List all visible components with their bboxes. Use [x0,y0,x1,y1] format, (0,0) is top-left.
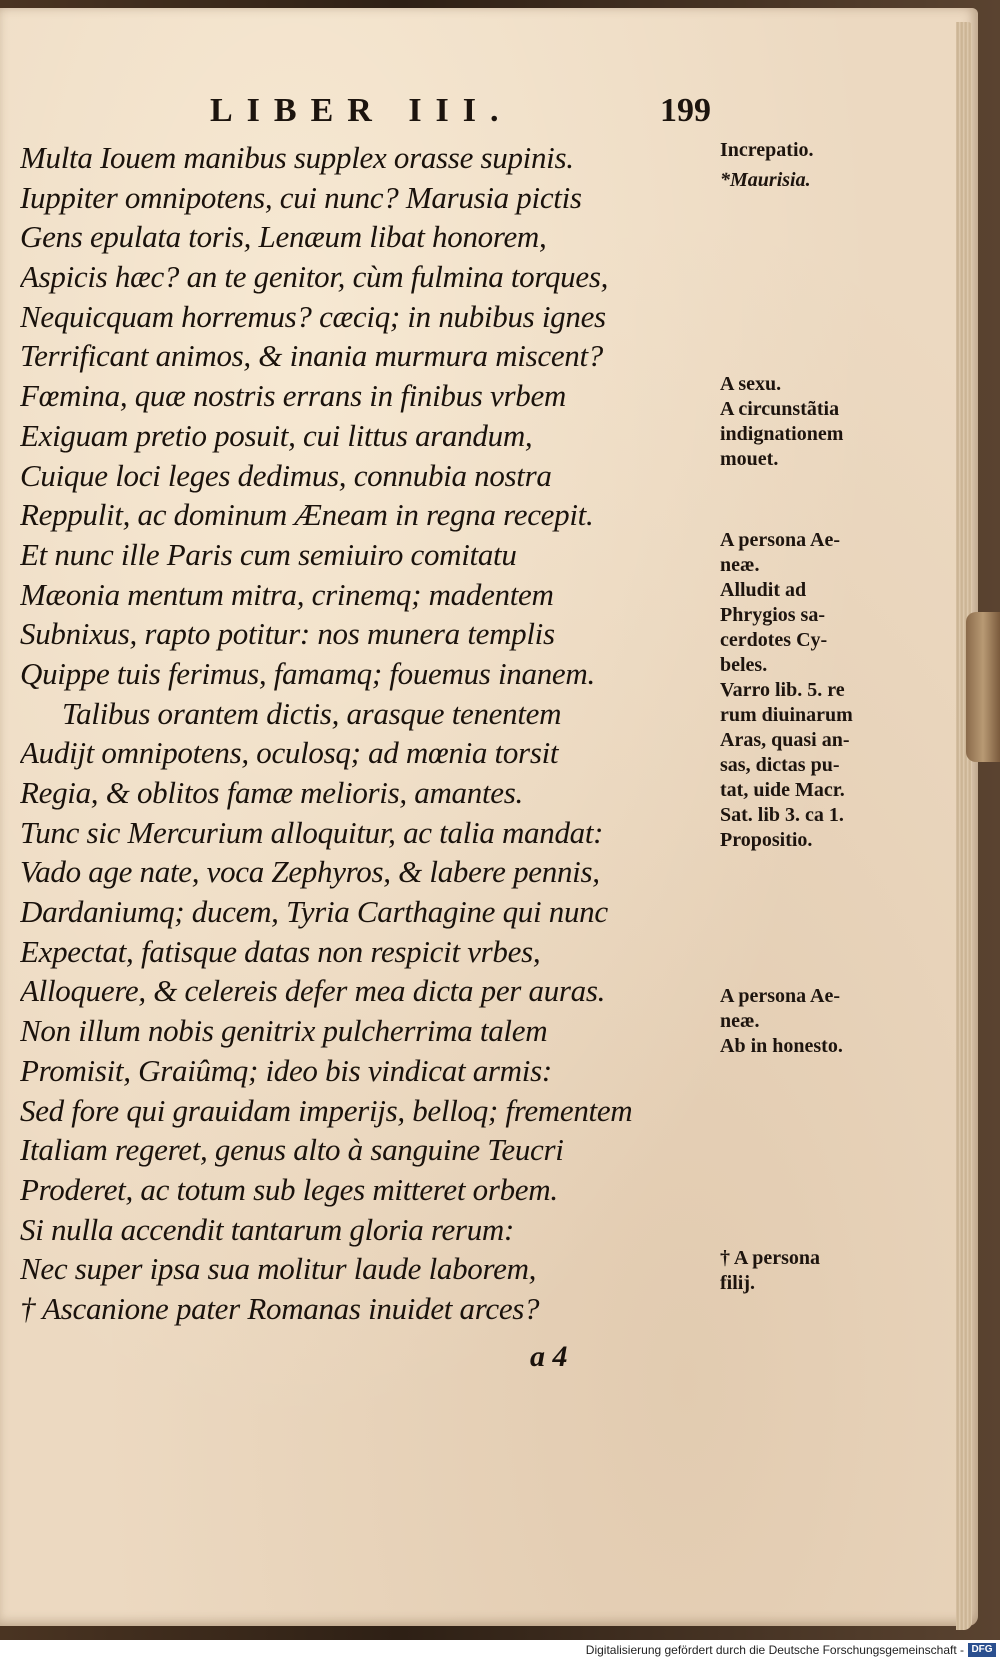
verse-line: Italiam regeret, genus alto à sanguine Teucri [20,1132,564,1168]
marginal-note-line: sas, dictas pu- [720,754,840,776]
page-tab-marker [966,612,1000,762]
footer-credit: Digitalisierung gefördert durch die Deutsche Forschungsgemeinschaft - [585,1643,964,1657]
verse-line: Talibus orantem dictis, arasque tenentem [62,695,562,731]
verse-line: Expectat, fatisque datas non respicit vrbes, [20,933,541,969]
marginal-note-line: tat, uide Macr. [720,779,845,801]
marginal-note [720,984,843,1059]
verse-line: Et nunc ille Paris cum semiuiro comitatu [20,536,517,572]
marginal-note-line: beles. [720,654,768,676]
verse-line: Vado age nate, voca Zephyros, & labere pennis, [20,854,600,890]
verse-line: Iuppiter omnipotens, cui nunc? Marusia pictis [20,179,582,215]
marginal-note-line: rum diuinarum [720,704,853,726]
verse-line: Cuique loci leges dedimus, connubia nostra [20,457,552,493]
dfg-logo: DFG [968,1643,996,1657]
marginal-note-line: Alludit ad [720,579,807,601]
marginal-note-line: Varro lib. 5. re [720,679,845,701]
verse-line: Audijt omnipotens, oculosq; ad mœnia torsit [20,735,559,771]
marginal-note-line: A persona Ae- [720,529,840,551]
marginal-note-line: Ab in honesto. [720,1035,843,1057]
verse-line: Quippe tuis ferimus, famamq; fouemus inanem. [20,655,595,691]
marginal-note [720,1246,820,1296]
marginal-note-line: A circunstãtia [720,398,840,420]
marginal-note-line: neæ. [720,554,760,576]
marginal-note-line: *Maurisia. [720,169,811,191]
verse-line: Si nulla accendit tantarum gloria rerum: [20,1211,515,1247]
verse-line: Promisit, Graiûmq; ideo bis vindicat armis: [20,1052,552,1088]
marginal-note-line: filij. [720,1272,755,1294]
page-header [210,92,730,136]
page-number: 199 [660,92,711,129]
marginal-note-line: neæ. [720,1010,760,1032]
verse-line: Alloquere, & celereis defer mea dicta per auras. [20,973,606,1009]
verse-line: Multa Iouem manibus supplex orasse supinis. [20,140,574,175]
verse-line: Tunc sic Mercurium alloquitur, ac talia mandat: [20,814,604,850]
verse-line: † Ascanione pater Romanas inuidet arces? [20,1290,540,1326]
marginal-note [720,138,814,163]
signature-mark: a 4 [530,1340,568,1373]
page-edges [956,22,972,1630]
verse-line: Terrificant animos, & inania murmura miscent? [20,338,603,374]
verse-line: Gens epulata toris, Lenæum libat honorem, [20,219,547,255]
verse-line: Proderet, ac totum sub leges mitteret orbem. [20,1171,558,1207]
verse-line: Nequicquam horremus? cæciq; in nubibus ignes [20,298,606,334]
marginal-note-line: indignationem [720,423,844,445]
verse-line: Subnixus, rapto potitur: nos munera templis [20,616,555,652]
verse-line: Mæonia mentum mitra, crinemq; madentem [20,576,554,612]
verse-line: Aspicis hæc? an te genitor, cùm fulmina torques, [20,259,609,295]
verse-line: Sed fore qui grauidam imperijs, belloq; frementem [20,1092,633,1128]
marginal-note-line: cerdotes Cy- [720,629,828,651]
marginal-note-line: A persona Ae- [720,985,840,1007]
verse-line: Regia, & oblitos famæ melioris, amantes. [20,775,523,810]
verse-line: Reppulit, ac dominum Æneam in regna recepit. [20,497,594,533]
verse-line: Dardaniumq; ducem, Tyria Carthagine qui nunc [20,894,608,930]
marginal-note-line: Phrygios sa- [720,604,825,626]
footer-bar [0,1640,1000,1662]
running-title: LIBER III. [210,92,513,129]
verse-line: Non illum nobis genitrix pulcherrima talem [20,1013,548,1049]
marginal-note-line: Propositio. [720,829,813,851]
marginal-note [720,528,853,853]
marginal-note [720,168,811,193]
marginal-note [720,372,843,472]
marginal-note-line: Sat. lib 3. ca 1. [720,804,844,826]
marginal-note-line: A sexu. [720,373,782,395]
marginal-note-line: Increpatio. [720,139,814,161]
marginal-note-line: † A persona [720,1247,821,1269]
marginal-note-line: mouet. [720,448,779,470]
marginal-note-line: Aras, quasi an- [720,729,850,751]
verse-block [20,138,720,1329]
verse-line: Fœmina, quæ nostris errans in finibus vrbem [20,378,566,414]
verse-line: Nec super ipsa sua molitur laude laborem, [20,1251,537,1287]
verse-line: Exiguam pretio posuit, cui littus arandum, [20,417,533,453]
